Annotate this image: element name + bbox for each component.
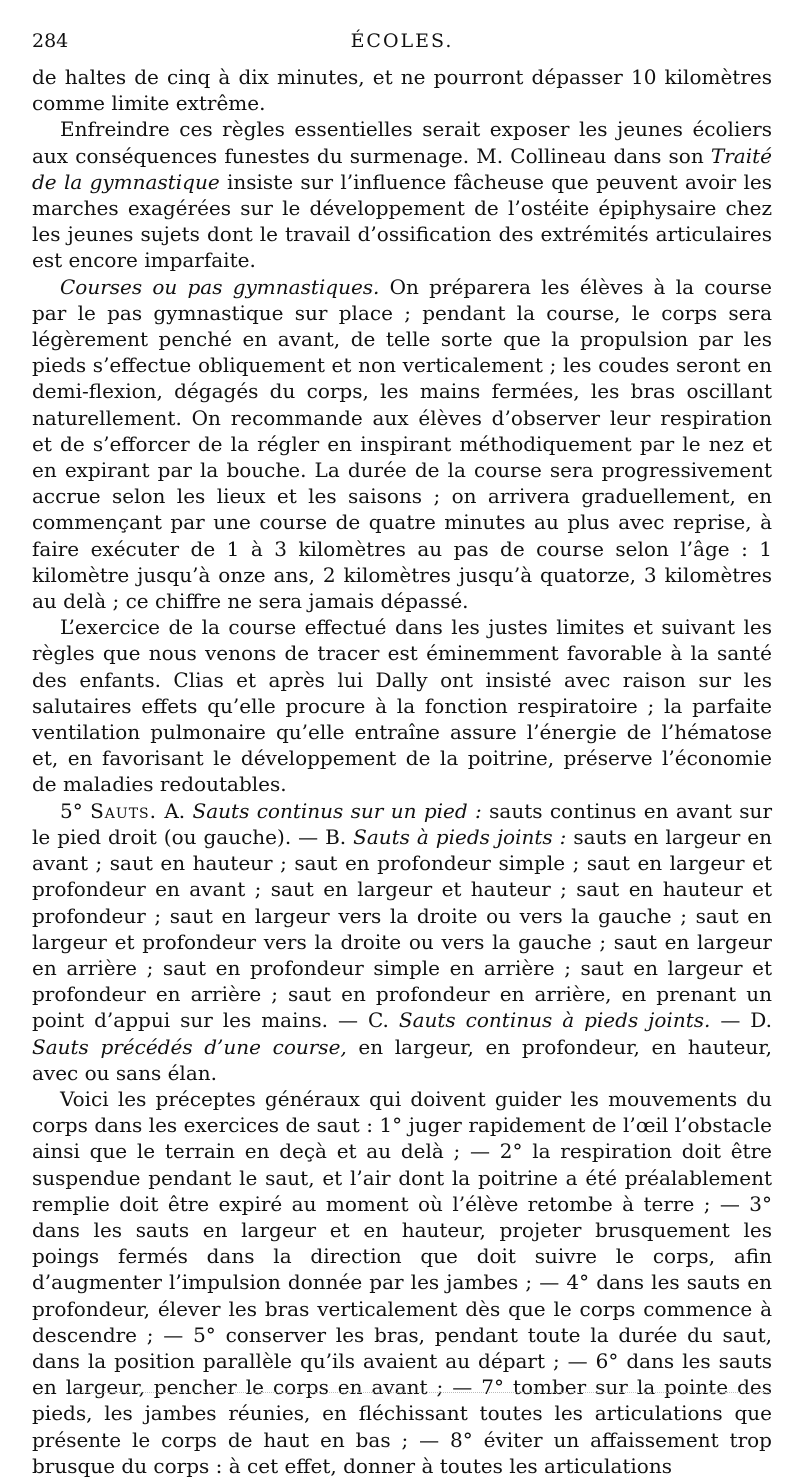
italic-run: Sauts à pieds joints : xyxy=(353,824,567,849)
text-run: On préparera les élèves à la course par le pas gymnastique sur place ; pendant la course, le corps sera légèrement penché en avant, de telle sorte que la propulsion par les pieds s’effectue obliquement et non verticalement ; les coudes seront en demi-flexion, dégagés du corps, les mains fermées, les bras oscillant naturellement. On recommande aux élèves d’observer leur respiration et de s’efforcer de la régler en inspirant méthodiquement par le nez et en expirant par la bouche. La durée de la course sera progressivement accrue selon les lieux et les saisons ; on arrivera graduellement, en commençant par une course de quatre minutes au plus avec reprise, à faire exécuter de 1 à 3 kilomètres au pas de course selon l’âge : 1 kilomètre jusqu’à onze ans, 2 kilomètres jusqu’à quatorze, 3 kilomètres au delà ; ce chiffre ne sera jamais dépassé. xyxy=(32,274,773,614)
italic-run: Sauts continus sur un pied : xyxy=(192,798,482,823)
text-run: de haltes de cinq à dix minutes, et ne pourront dépasser 10 kilomètres comme limite extrême. xyxy=(32,65,772,116)
book-page xyxy=(32,30,772,1479)
paragraph xyxy=(32,798,772,1086)
italic-run: Courses ou pas gymnastiques. xyxy=(60,274,380,299)
text-run: en largeur, en profondeur, en hauteur, avec ou sans élan. xyxy=(32,1034,772,1085)
italic-run: Traité de la gymnastique xyxy=(32,143,772,194)
text-run: sauts continus en avant sur le pied droit (ou gauche). — B. xyxy=(32,798,773,849)
paragraph xyxy=(32,116,772,273)
text-run: — D. xyxy=(710,1008,772,1033)
paragraph xyxy=(32,614,772,797)
text-run: insiste sur l’influence fâcheuse que peuvent avoir les marches exagérées sur le développement de l’ostéite épiphysaire chez les jeunes sujets dont le travail d’ossification des extrémités articulaires est encore imparfaite. xyxy=(32,169,772,273)
bottom-rule xyxy=(70,1392,770,1399)
text-run: Enfreindre ces règles essentielles serait exposer les jeunes écoliers aux conséquences funestes du surmenage. M. Collineau dans son xyxy=(32,117,772,168)
italic-run: Sauts continus à pieds joints. xyxy=(398,1008,711,1033)
paragraph xyxy=(32,274,772,615)
page-number: 284 xyxy=(32,30,69,52)
text-run: Voici les préceptes généraux qui doivent guider les mouvements du corps dans les exercices de saut : 1° juger rapidement de l’œil l’obstacle ainsi que le terrain en deçà et au delà ; — 2° la respiration doit être suspendue pendant le saut, et l’air dont la poitrine a été préalablement remplie doit être expiré au moment où l’élève retombe à terre ; — 3° dans les sauts en largeur et en hauteur, projeter brusquement les poings fermés dans la direction que doit suivre le corps, afin d’augmenter l’impulsion donnée par les jambes ; — 4° dans les sauts en profondeur, élever les bras verticalement dès que le corps commence à descendre ; — 5° conserver les bras, pendant toute la durée du saut, dans la position parallèle qu’ils avaient au départ ; — 6° dans les sauts en largeur, pencher le corps en avant ; — 7° tomber sur la pointe des pieds, les jambes réunies, en fléchissant toutes les articulations que présente le corps de haut en bas ; — 8° éviter un affaissement trop brusque du corps : à cet effet, donner à toutes les articulations xyxy=(32,1086,772,1478)
text-run: sauts en largeur en avant ; saut en hauteur ; saut en profondeur simple ; saut en largeur et profondeur en avant ; saut en largeur et hauteur ; saut en hauteur et profondeur ; saut en largeur vers la droite ou vers la gauche ; saut en largeur et profondeur vers la droite ou vers la gauche ; saut en largeur en arrière ; saut en profondeur simple en arrière ; saut en largeur et profondeur en arrière ; saut en profondeur en arrière, en prenant un point d’appui sur les mains. — C. xyxy=(32,824,772,1033)
italic-run: Sauts précédés d’une course, xyxy=(32,1034,347,1059)
body-text xyxy=(32,64,772,1479)
small-caps-run: Sauts. xyxy=(90,798,157,823)
page-header xyxy=(32,30,772,64)
paragraph xyxy=(32,64,772,116)
text-run: A. xyxy=(157,798,193,823)
running-title: ÉCOLES. xyxy=(350,30,454,52)
text-run: 5° xyxy=(60,798,91,823)
paragraph xyxy=(32,1086,772,1479)
text-run: L’exercice de la course effectué dans les justes limites et suivant les règles que nous venons de tracer est éminemment favorable à la santé des enfants. Clias et après lui Dally ont insisté avec raison sur les salutaires effets qu’elle procure à la fonction respiratoire ; la parfaite ventilation pulmonaire qu’elle entraîne assure l’énergie de l’hématose et, en favorisant le développement de la poitrine, préserve l’économie de maladies redoutables. xyxy=(32,615,772,797)
